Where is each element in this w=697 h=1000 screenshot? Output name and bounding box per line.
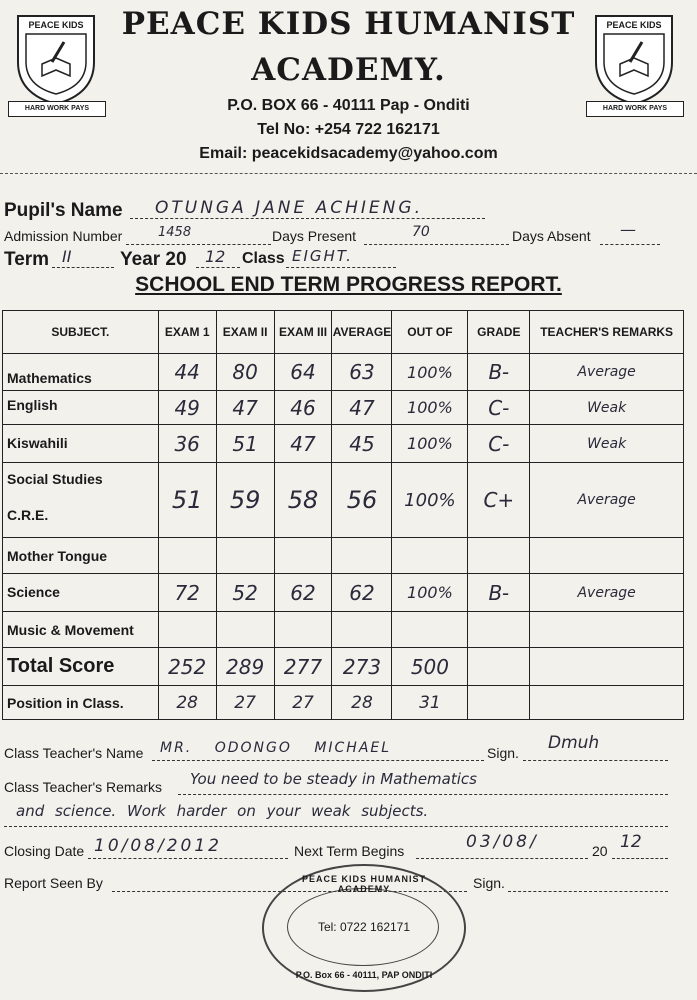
admission-number-label: Admission Number bbox=[4, 228, 123, 244]
table-row bbox=[3, 574, 684, 612]
next-term-label: Next Term Begins bbox=[294, 843, 405, 859]
exam3-cell: 62 bbox=[274, 574, 332, 612]
grade-cell bbox=[468, 538, 530, 574]
teacher-signature: Dmuh bbox=[548, 733, 600, 753]
exam3-cell: 64 bbox=[274, 354, 332, 391]
term-label: Term bbox=[4, 249, 50, 270]
pupil-name-value: OTUNGA JANE ACHIENG. bbox=[155, 198, 423, 218]
grade-cell: B- bbox=[468, 354, 530, 391]
average-cell bbox=[332, 538, 392, 574]
table-row bbox=[3, 463, 684, 538]
crest-label: PEACE KIDS bbox=[606, 20, 662, 30]
exam3-cell bbox=[274, 612, 332, 648]
remark-cell: Average bbox=[530, 463, 684, 538]
out-of-cell: 100% bbox=[392, 463, 468, 538]
out-of-cell: 100% bbox=[392, 391, 468, 425]
remark-cell: Weak bbox=[530, 425, 684, 463]
stamp-top-text: PEACE KIDS HUMANIST ACADEMY bbox=[301, 874, 426, 894]
column-header: EXAM II bbox=[216, 311, 274, 354]
teacher-remarks-label: Class Teacher's Remarks bbox=[4, 779, 163, 795]
column-header: EXAM III bbox=[274, 311, 332, 354]
subject-label-secondary: C.R.E. bbox=[7, 507, 49, 523]
school-telephone: Tel No: +254 722 162171 bbox=[257, 121, 440, 138]
column-header: EXAM 1 bbox=[158, 311, 216, 354]
table-header-row bbox=[3, 311, 684, 354]
grade-cell: C+ bbox=[468, 463, 530, 538]
stamp-bottom-text: P.O. Box 66 - 40111, PAP ONDITI bbox=[295, 970, 433, 980]
column-header: AVERAGE bbox=[332, 311, 392, 354]
school-email: Email: peacekidsacademy@yahoo.com bbox=[199, 145, 498, 162]
report-title: SCHOOL END TERM PROGRESS REPORT. bbox=[135, 273, 562, 296]
admission-number-value: 1458 bbox=[158, 225, 192, 240]
stamp-telephone: Tel: 0722 162171 bbox=[317, 920, 411, 934]
exam3-position: 27 bbox=[274, 686, 332, 720]
average-cell: 47 bbox=[332, 391, 392, 425]
sign-label: Sign. bbox=[487, 745, 519, 761]
class-value: EIGHT. bbox=[292, 247, 353, 265]
exam1-cell: 49 bbox=[158, 391, 216, 425]
admission-number-line bbox=[126, 226, 271, 245]
exam2-cell: 47 bbox=[216, 391, 274, 425]
exam2-cell: 59 bbox=[216, 463, 274, 538]
exam1-total: 252 bbox=[158, 648, 216, 686]
exam3-total: 277 bbox=[274, 648, 332, 686]
exam1-cell bbox=[158, 538, 216, 574]
column-header: SUBJECT. bbox=[3, 311, 159, 354]
school-name-line1: PEACE KIDS HUMANIST bbox=[121, 6, 576, 42]
grade-cell: B- bbox=[468, 574, 530, 612]
days-absent-label: Days Absent bbox=[512, 228, 591, 244]
remark-position bbox=[530, 686, 684, 720]
grade-cell: C- bbox=[468, 425, 530, 463]
days-present-label: Days Present bbox=[272, 228, 357, 244]
exam2-cell bbox=[216, 538, 274, 574]
table-row bbox=[3, 538, 684, 574]
exam1-cell: 36 bbox=[158, 425, 216, 463]
exam1-position: 28 bbox=[158, 686, 216, 720]
remark-cell bbox=[530, 538, 684, 574]
average-total: 273 bbox=[332, 648, 392, 686]
column-header: TEACHER'S REMARKS bbox=[530, 311, 684, 354]
exam1-cell: 72 bbox=[158, 574, 216, 612]
sign2-line bbox=[508, 873, 668, 892]
school-stamp bbox=[262, 864, 466, 992]
exam1-cell bbox=[158, 612, 216, 648]
header-divider bbox=[0, 173, 697, 174]
crest-motto: HARD WORK PAYS bbox=[586, 101, 684, 117]
exam2-cell: 52 bbox=[216, 574, 274, 612]
days-present-value: 70 bbox=[412, 224, 430, 240]
grade-cell bbox=[468, 612, 530, 648]
results-table bbox=[2, 310, 684, 720]
exam3-cell: 58 bbox=[274, 463, 332, 538]
remark-cell bbox=[530, 612, 684, 648]
out-of-cell: 100% bbox=[392, 354, 468, 391]
days-present-line bbox=[364, 226, 509, 245]
remark-cell: Weak bbox=[530, 391, 684, 425]
table-row bbox=[3, 354, 684, 391]
pupil-name-label: Pupil's Name bbox=[4, 200, 123, 221]
out-of-total: 500 bbox=[392, 648, 468, 686]
average-cell: 62 bbox=[332, 574, 392, 612]
subject-label: Social Studies bbox=[7, 471, 103, 487]
teacher-remarks-text1: You need to be steady in Mathematics bbox=[190, 770, 477, 788]
exam3-cell: 47 bbox=[274, 425, 332, 463]
class-label: Class bbox=[242, 250, 285, 267]
exam1-cell: 44 bbox=[158, 354, 216, 391]
remark-total bbox=[530, 648, 684, 686]
average-cell: 63 bbox=[332, 354, 392, 391]
average-cell bbox=[332, 612, 392, 648]
out-of-position: 31 bbox=[392, 686, 468, 720]
column-header: OUT OF bbox=[392, 311, 468, 354]
exam2-total: 289 bbox=[216, 648, 274, 686]
average-cell: 45 bbox=[332, 425, 392, 463]
teacher-name-label: Class Teacher's Name bbox=[4, 745, 144, 761]
school-name-line2: ACADEMY. bbox=[251, 52, 446, 88]
next-term-year-label: 20 bbox=[592, 843, 608, 859]
days-absent-value: — bbox=[620, 220, 636, 239]
closing-date-label: Closing Date bbox=[4, 843, 85, 859]
grade-cell: C- bbox=[468, 391, 530, 425]
subject-cell: Mathematics bbox=[3, 354, 159, 391]
exam2-position: 27 bbox=[216, 686, 274, 720]
subject-cell: Mother Tongue bbox=[3, 538, 159, 574]
exam1-cell: 51 bbox=[158, 463, 216, 538]
exam3-cell: 46 bbox=[274, 391, 332, 425]
exam2-cell: 80 bbox=[216, 354, 274, 391]
position-row bbox=[3, 686, 684, 720]
position-label: Position in Class. bbox=[3, 686, 159, 720]
total-score-label: Total Score bbox=[3, 648, 159, 686]
subject-cell: Kiswahili bbox=[3, 425, 159, 463]
teacher-name-value: MR. ODONGO MICHAEL bbox=[160, 740, 392, 756]
grade-position bbox=[468, 686, 530, 720]
remark-cell: Average bbox=[530, 354, 684, 391]
out-of-cell bbox=[392, 612, 468, 648]
table-row bbox=[3, 391, 684, 425]
year-value: 12 bbox=[205, 247, 226, 266]
crest-motto: HARD WORK PAYS bbox=[8, 101, 106, 117]
subject-cell bbox=[3, 463, 159, 538]
subject-cell: English bbox=[3, 391, 159, 425]
crest-label: PEACE KIDS bbox=[28, 20, 84, 30]
remark-cell: Average bbox=[530, 574, 684, 612]
total-score-row bbox=[3, 648, 684, 686]
exam3-cell bbox=[274, 538, 332, 574]
average-position: 28 bbox=[332, 686, 392, 720]
exam2-cell: 51 bbox=[216, 425, 274, 463]
average-cell: 56 bbox=[332, 463, 392, 538]
subject-cell: Science bbox=[3, 574, 159, 612]
sign2-label: Sign. bbox=[473, 875, 505, 891]
out-of-cell: 100% bbox=[392, 574, 468, 612]
report-seen-by-label: Report Seen By bbox=[4, 875, 103, 891]
term-value: II bbox=[62, 247, 72, 266]
column-header: GRADE bbox=[468, 311, 530, 354]
next-term-value: 03/08/ bbox=[466, 832, 539, 852]
grade-total bbox=[468, 648, 530, 686]
table-row bbox=[3, 425, 684, 463]
school-address: P.O. BOX 66 - 40111 Pap - Onditi bbox=[227, 97, 470, 114]
table-row bbox=[3, 612, 684, 648]
teacher-remarks-text2: and science. Work harder on your weak subjects. bbox=[16, 802, 429, 820]
out-of-cell: 100% bbox=[392, 425, 468, 463]
year-label: Year 20 bbox=[120, 249, 187, 270]
exam2-cell bbox=[216, 612, 274, 648]
closing-date-value: 10/08/2012 bbox=[94, 836, 222, 856]
subject-cell: Music & Movement bbox=[3, 612, 159, 648]
out-of-cell bbox=[392, 538, 468, 574]
next-term-year: 12 bbox=[620, 832, 642, 852]
